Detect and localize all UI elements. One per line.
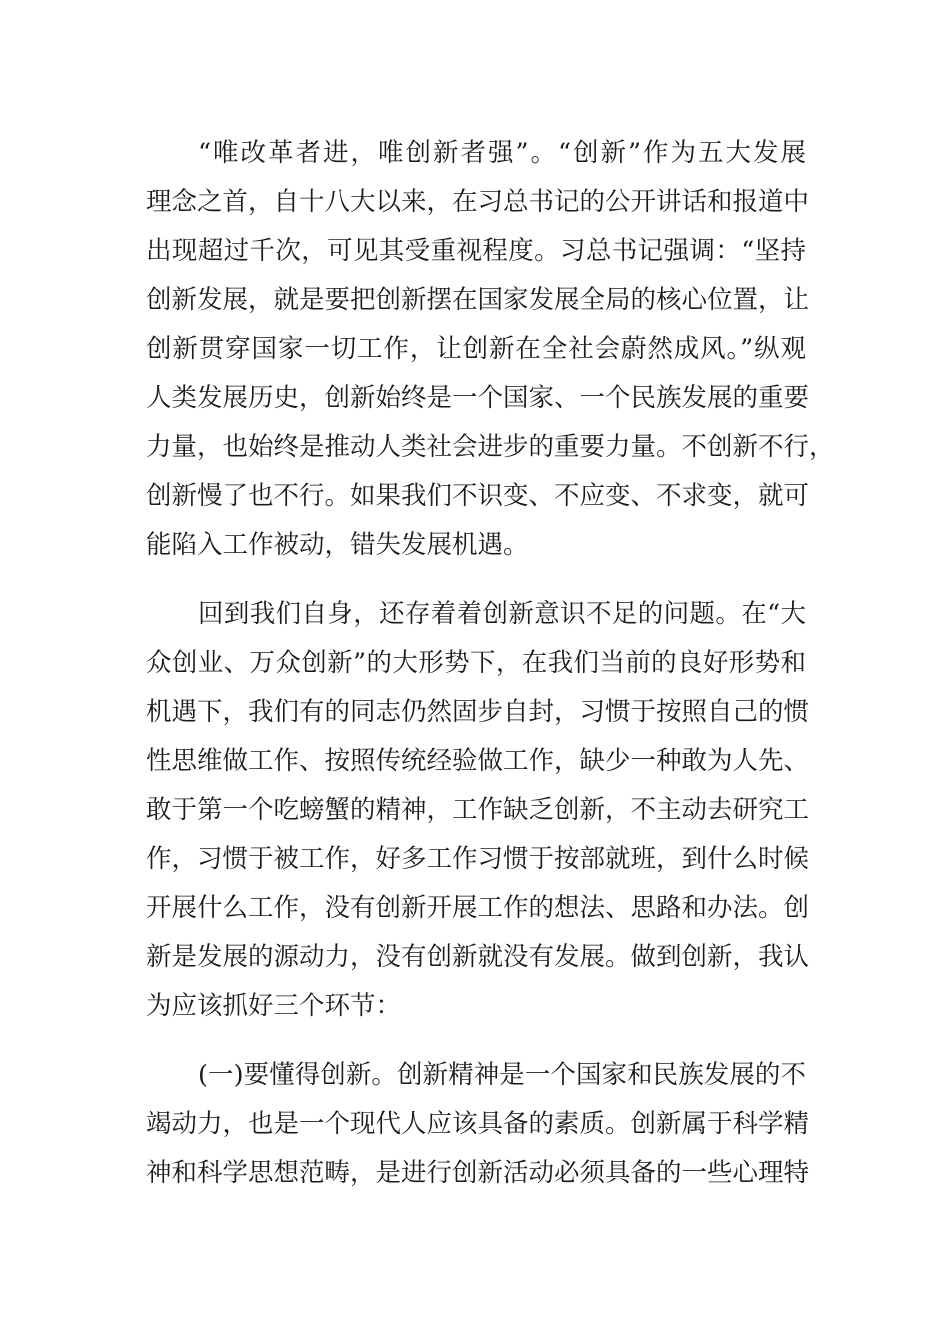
- paragraph-line: 敢于第一个吃螃蟹的精神，工作缺乏创新，不主动去研究工: [146, 795, 810, 825]
- paragraph-line: 作，习惯于被工作，好多工作习惯于按部就班，到什么时候: [146, 844, 810, 874]
- paragraph-line: “唯改革者进，唯创新者强”。“创新”作为五大发展: [198, 138, 806, 168]
- paragraph-line: 开展什么工作，没有创新开展工作的想法、思路和办法。创: [146, 893, 810, 923]
- paragraph-line: 创新发展，就是要把创新摆在国家发展全局的核心位置，让: [146, 285, 810, 315]
- paragraph-line: 神和科学思想范畴，是进行创新活动必须具备的一些心理特: [146, 1158, 810, 1188]
- paragraph-line: 众创业、万众创新”的大形势下，在我们当前的良好形势和: [146, 648, 806, 678]
- paragraph-line: 机遇下，我们有的同志仍然固步自封，习惯于按照自己的惯: [146, 697, 810, 727]
- paragraph-line: (一)要懂得创新。创新精神是一个国家和民族发展的不: [198, 1060, 806, 1090]
- paragraph-line: 出现超过千次，可见其受重视程度。习总书记强调：“坚持: [146, 236, 806, 266]
- paragraph-line: 性思维做工作、按照传统经验做工作，缺少一种敢为人先、: [146, 746, 810, 776]
- paragraph-line: 理念之首，自十八大以来，在习总书记的公开讲话和报道中: [146, 187, 810, 217]
- paragraph-line: 人类发展历史，创新始终是一个国家、一个民族发展的重要: [146, 383, 810, 413]
- paragraph-line: 为应该抓好三个环节：: [146, 991, 402, 1021]
- paragraph-line: 力量，也始终是推动人类社会进步的重要力量。不创新不行，: [146, 432, 835, 462]
- paragraph-line: 竭动力，也是一个现代人应该具备的素质。创新属于科学精: [146, 1109, 810, 1139]
- paragraph-line: 创新慢了也不行。如果我们不识变、不应变、不求变，就可: [146, 481, 810, 511]
- paragraph-line: 创新贯穿国家一切工作，让创新在全社会蔚然成风。”纵观: [146, 334, 806, 364]
- paragraph-line: 能陷入工作被动，错失发展机遇。: [146, 530, 529, 560]
- paragraph-line: 新是发展的源动力，没有创新就没有发展。做到创新，我认: [146, 942, 810, 972]
- paragraph-line: 回到我们自身，还存着着创新意识不足的问题。在“大: [198, 599, 806, 629]
